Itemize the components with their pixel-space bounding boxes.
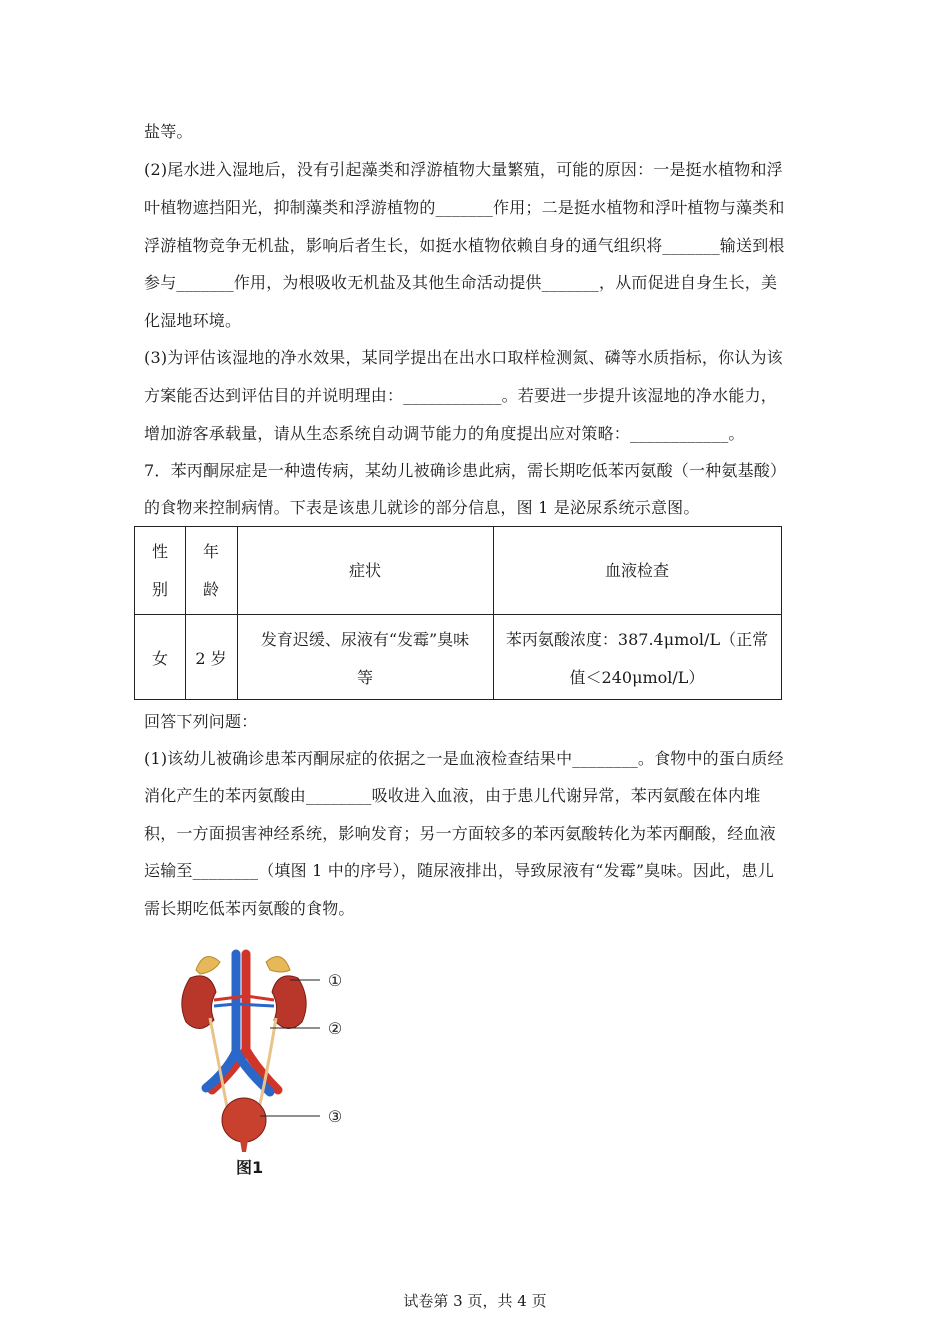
text-line: 需长期吃低苯丙氨酸的食物。 <box>144 899 355 918</box>
page-footer: 试卷第 3 页，共 4 页 <box>403 1292 547 1310</box>
header-sex-1: 性 <box>151 542 168 561</box>
cell-blood-1: 苯丙氨酸浓度：387.4μmol/L（正常 <box>505 630 769 649</box>
text-line: 运输至________（填图 1 中的序号），随尿液排出，导致尿液有“发霉”臭味。因此，患儿 <box>144 861 774 880</box>
text-line: 回答下列问题： <box>144 712 258 731</box>
label-3: ③ <box>327 1107 343 1126</box>
text-line: 增加游客承载量，请从生态系统自动调节能力的角度提出应对策略：____________。 <box>144 424 745 443</box>
text-line: 叶植物遮挡阳光，抑制藻类和浮游植物的_______作用；二是挺水植物和浮叶植物与藻类和 <box>144 198 785 217</box>
cell-symptoms-1: 发育迟缓、尿液有“发霉”臭味 <box>260 630 470 649</box>
text-line: 方案能否达到评估目的并说明理由：____________。若要进一步提升该湿地的净水能力， <box>144 386 778 405</box>
text-line: (3)为评估该湿地的净水效果，某同学提出在出水口取样检测氮、磷等水质指标，你认为该 <box>144 348 783 367</box>
patient-info-table <box>134 526 782 700</box>
header-blood-test: 血液检查 <box>604 561 669 580</box>
label-2: ② <box>327 1019 343 1038</box>
text-line: 浮游植物竞争无机盐，影响后者生长，如挺水植物依赖自身的通气组织将_______输送到根 <box>144 236 785 255</box>
text-line: 参与_______作用，为根吸收无机盐及其他生命活动提供_______，从而促进自身生长，美 <box>144 273 778 292</box>
text-line: 的食物来控制病情。下表是该患儿就诊的部分信息，图 1 是泌尿系统示意图。 <box>144 498 700 517</box>
text-line: 化湿地环境。 <box>144 311 242 330</box>
cell-sex: 女 <box>151 649 168 668</box>
header-symptoms: 症状 <box>348 561 381 580</box>
header-age-1: 年 <box>202 542 219 561</box>
cell-age: 2 岁 <box>195 649 227 668</box>
header-age-2: 龄 <box>202 580 219 599</box>
label-1: ① <box>327 971 343 990</box>
cell-blood-2: 值＜240μmol/L） <box>569 668 705 687</box>
urinary-system-diagram <box>170 940 360 1180</box>
question-7-line: 7．苯丙酮尿症是一种遗传病，某幼儿被确诊患此病，需长期吃低苯丙氨酸（一种氨基酸） <box>144 461 787 480</box>
header-sex-2: 别 <box>151 580 168 599</box>
figure-caption: 图1 <box>236 1158 264 1177</box>
text-line: 积，一方面损害神经系统，影响发育；另一方面较多的苯丙氨酸转化为苯丙酮酸，经血液 <box>144 824 776 843</box>
cell-symptoms-2: 等 <box>356 668 373 687</box>
text-line: 盐等。 <box>144 122 193 141</box>
text-line: 消化产生的苯丙氨酸由________吸收进入血液，由于患儿代谢异常，苯丙氨酸在体内堆 <box>144 786 761 805</box>
text-line: (1)该幼儿被确诊患苯丙酮尿症的依据之一是血液检查结果中________。食物中的蛋白质经 <box>144 749 784 768</box>
text-line: (2)尾水进入湿地后，没有引起藻类和浮游植物大量繁殖，可能的原因：一是挺水植物和浮 <box>144 160 783 179</box>
